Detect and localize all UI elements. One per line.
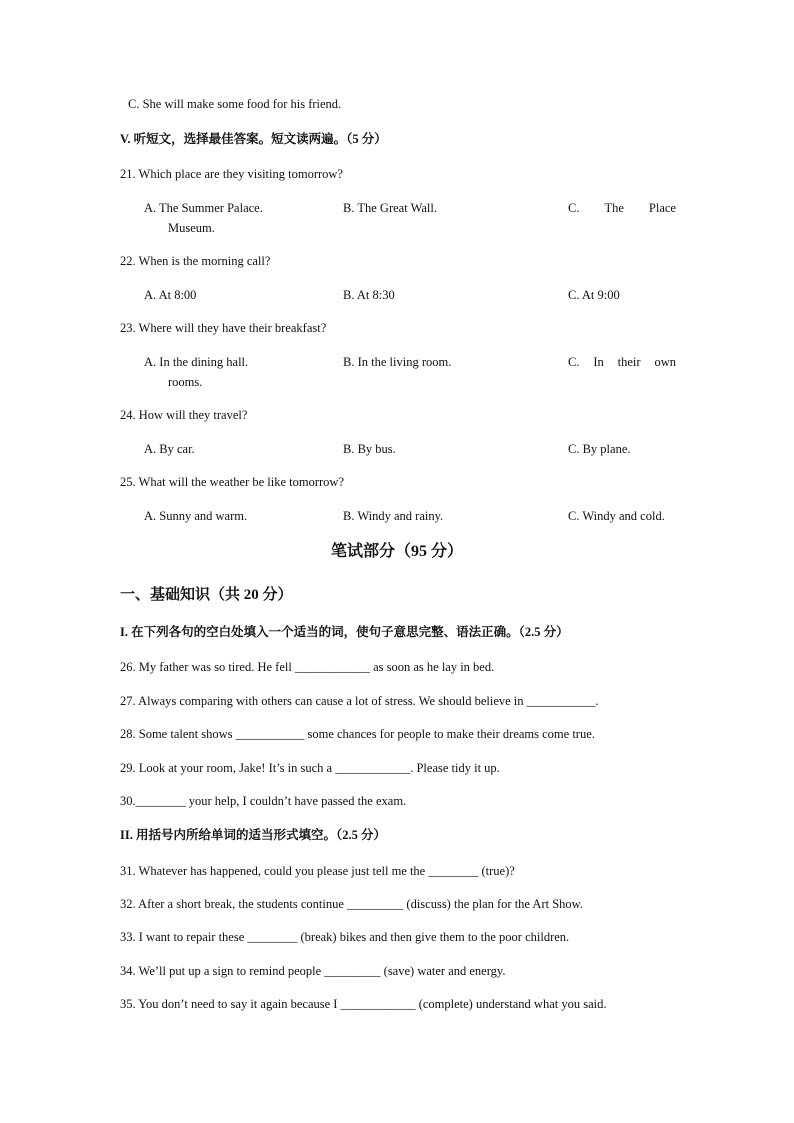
question-32: 32. After a short break, the students continue _________ (discuss) the plan for the Art Show. [120,897,583,911]
section-v-heading: V. 听短文，选择最佳答案。短文读两遍。（5 分） [120,132,387,146]
question-28: 28. Some talent shows ___________ some chances for people to make their dreams come true. [120,727,595,741]
question-26: 26. My father was so tired. He fell ____________ as soon as he lay in bed. [120,660,495,674]
question-31: 31. Whatever has happened, could you please just tell me the ________ (true)? [120,864,515,878]
written-part-title: 笔试部分（95 分） [330,543,463,560]
q23-option-a: A. In the dining hall. [144,355,249,369]
q21-option-c [568,200,676,216]
q21-c-part: The [604,201,624,215]
q23-option-b: B. In the living room. [343,355,452,369]
q24-option-c: C. By plane. [568,442,631,456]
question-35: 35. You don’t need to say it again because I ____________ (complete) understand what you said. [120,997,607,1011]
q24-option-b: B. By bus. [343,442,396,456]
q21-option-a: A. The Summer Palace. [144,201,263,215]
q23-c-part: own [654,355,676,369]
q21-option-a-wrap: Museum. [168,221,215,235]
q21-c-part: C. [568,201,580,215]
question-23: 23. Where will they have their breakfast? [120,321,327,335]
question-24: 24. How will they travel? [120,408,248,422]
top-line: C. She will make some food for his friend. [128,97,342,111]
question-33: 33. I want to repair these ________ (break) bikes and then give them to the poor children. [120,930,570,944]
q21-option-b: B. The Great Wall. [343,201,437,215]
section-i-heading: I. 在下列各句的空白处填入一个适当的词，使句子意思完整、语法正确。（2.5 分） [120,625,569,639]
q22-option-c: C. At 9:00 [568,288,620,302]
question-22: 22. When is the morning call? [120,254,271,268]
question-29: 29. Look at your room, Jake! It’s in such a ____________. Please tidy it up. [120,761,500,775]
q23-c-part: C. [568,355,580,369]
section-ii-heading: II. 用括号内所给单词的适当形式填空。（2.5 分） [120,828,386,842]
q23-option-a-wrap: rooms. [168,375,203,389]
part-1-title: 一、基础知识（共 20 分） [120,587,293,603]
q22-option-a: A. At 8:00 [144,288,197,302]
q23-c-part: their [617,355,641,369]
question-34: 34. We’ll put up a sign to remind people _________ (save) water and energy. [120,964,506,978]
q24-option-a: A. By car. [144,442,195,456]
q23-c-part: In [593,355,604,369]
q25-option-c: C. Windy and cold. [568,509,665,523]
question-25: 25. What will the weather be like tomorrow? [120,475,345,489]
q25-option-a: A. Sunny and warm. [144,509,248,523]
question-30: 30.________ your help, I couldn’t have passed the exam. [120,794,407,808]
q25-option-b: B. Windy and rainy. [343,509,444,523]
q23-option-c [568,354,676,370]
question-27: 27. Always comparing with others can cause a lot of stress. We should believe in ___________. [120,694,599,708]
q22-option-b: B. At 8:30 [343,288,395,302]
question-21: 21. Which place are they visiting tomorrow? [120,167,343,181]
q21-c-part: Place [648,201,676,215]
